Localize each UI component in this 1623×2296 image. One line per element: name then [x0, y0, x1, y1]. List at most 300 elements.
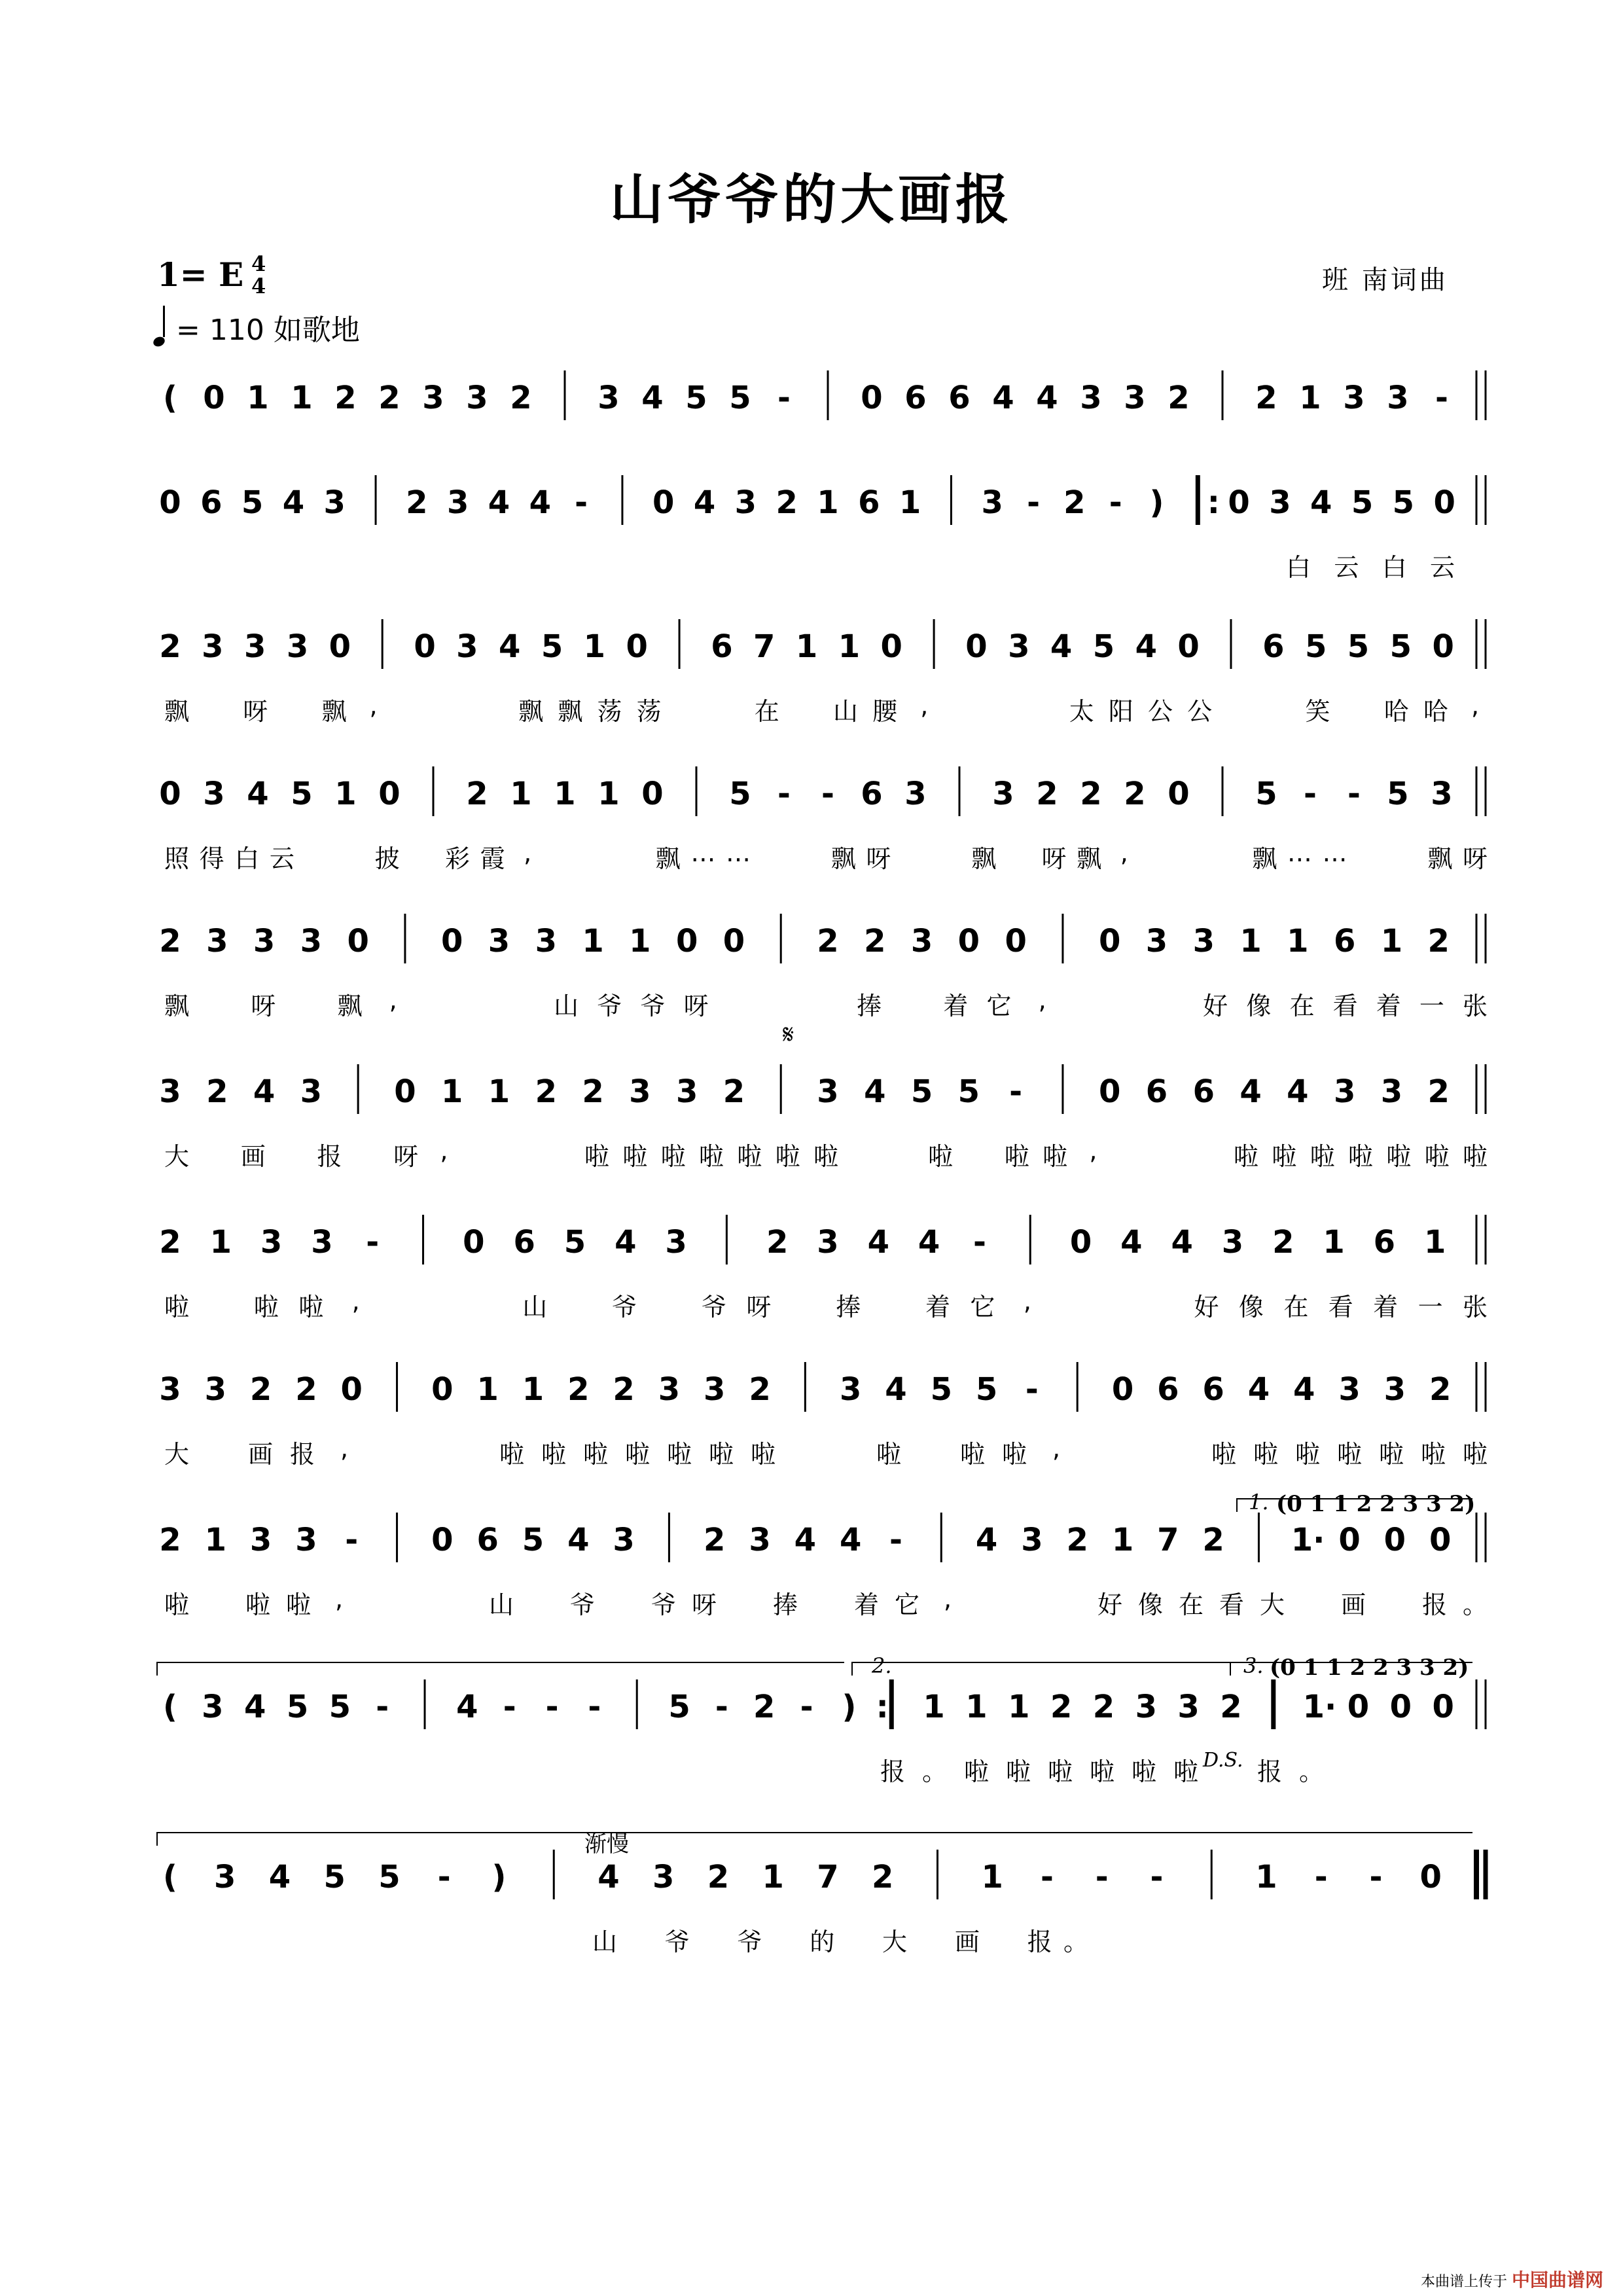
- note: 1: [583, 628, 606, 665]
- note: 3: [1387, 380, 1409, 416]
- lyric-char: 呀: [691, 1590, 717, 1619]
- lyric-char: 啦: [1131, 1757, 1156, 1786]
- note: 1: [762, 1859, 784, 1895]
- note: 4: [864, 1073, 886, 1110]
- note: 0: [1429, 1522, 1452, 1558]
- note: 1: [488, 1073, 510, 1110]
- note: 3: [613, 1522, 635, 1558]
- lyric-char: 啦: [499, 1440, 524, 1469]
- note: 4: [615, 1224, 637, 1261]
- note: 5: [1092, 628, 1115, 665]
- note: -: [1435, 380, 1448, 416]
- note: 0: [1432, 628, 1454, 665]
- lyric-char: ,: [351, 1287, 360, 1316]
- lyric-char: …: [1287, 838, 1312, 867]
- lyric-char: 捧: [772, 1590, 798, 1619]
- lyric-char: 捧: [857, 992, 882, 1020]
- lyric-char: 哈: [1423, 697, 1448, 726]
- note: 3: [243, 628, 266, 665]
- note: -: [821, 776, 834, 812]
- note: 5: [668, 1689, 690, 1725]
- note: 0: [626, 628, 648, 665]
- lyric-char: 它: [970, 1293, 995, 1321]
- note: 0: [1389, 1689, 1412, 1725]
- note: -: [503, 1689, 516, 1725]
- note: 3: [1135, 1689, 1157, 1725]
- note: -: [345, 1522, 359, 1558]
- lyric-char: 啦: [698, 1142, 724, 1171]
- lyric-char: 飘: [971, 844, 997, 873]
- row-lyrics: [0, 1136, 1623, 1175]
- lyric-char: 在: [1283, 1293, 1309, 1321]
- note: 5: [1347, 628, 1370, 665]
- note: 0: [159, 484, 181, 521]
- row-notes: [0, 1224, 1623, 1270]
- key-signature: 1= E: [157, 255, 244, 294]
- note: 3: [981, 484, 1003, 521]
- lyric-char: 像: [1238, 1293, 1264, 1321]
- note: 0: [394, 1073, 416, 1110]
- note: 3: [260, 1224, 283, 1261]
- lyric-char: 阳: [1108, 697, 1133, 726]
- note: 3: [1124, 380, 1146, 416]
- note: 3: [535, 923, 557, 960]
- note: 3: [300, 1073, 323, 1110]
- note: 0: [675, 923, 698, 960]
- lyric-char: 公: [1148, 697, 1173, 726]
- lyric-char: 好: [1097, 1590, 1122, 1619]
- note: 2: [1202, 1522, 1224, 1558]
- note: 3: [456, 628, 478, 665]
- note: 5: [1255, 776, 1277, 812]
- note: -: [588, 1689, 601, 1725]
- lyric-char: ,: [440, 1136, 448, 1165]
- note: 5: [910, 1073, 933, 1110]
- lyric-char: 飘: [1252, 844, 1277, 873]
- note: -: [1314, 1859, 1328, 1895]
- note: 4: [1287, 1073, 1309, 1110]
- note: 6: [1202, 1371, 1224, 1408]
- row-notes: [0, 380, 1623, 425]
- lyric-char: 啦: [1233, 1142, 1258, 1171]
- note: 4: [1240, 1073, 1262, 1110]
- note: 1: [795, 628, 818, 665]
- note: -: [1009, 1073, 1023, 1110]
- lyric-char: 爷: [737, 1928, 762, 1956]
- note: 6: [1145, 1073, 1168, 1110]
- lyric-char: 大: [882, 1928, 908, 1956]
- note: 2: [206, 1073, 228, 1110]
- note: 1: [1287, 923, 1309, 960]
- note: 1: [1323, 1224, 1345, 1261]
- note: 0: [1433, 484, 1455, 521]
- note: 1: [1380, 923, 1403, 960]
- note: -: [972, 1224, 986, 1261]
- note: -: [575, 484, 588, 521]
- segno-icon: 𝄋: [783, 1020, 794, 1050]
- lyric-char: ,: [334, 1585, 344, 1613]
- lyric-char: ,: [369, 691, 378, 720]
- row-notes: [0, 1522, 1623, 1568]
- note: 3: [311, 1224, 333, 1261]
- lyric-char: 啦: [775, 1142, 800, 1171]
- note: 1: [965, 1689, 988, 1725]
- lyric-char: 报: [289, 1440, 315, 1469]
- lyric-char: 云: [1429, 553, 1455, 582]
- lyric-char: 啦: [624, 1440, 650, 1469]
- volta-2-label: 2.: [872, 1653, 892, 1678]
- lyric-char: 啦: [1253, 1440, 1278, 1469]
- lyric-char: 荡: [597, 697, 622, 726]
- note: 0: [1347, 1689, 1370, 1725]
- lyric-char: 着: [943, 992, 969, 1020]
- note: 3: [488, 923, 510, 960]
- row-lyrics: [0, 547, 1623, 586]
- note: 2: [722, 1073, 745, 1110]
- lyric-char: 呀: [1462, 844, 1488, 873]
- lyric-char: 画: [1340, 1590, 1366, 1619]
- note: 0: [1228, 484, 1250, 521]
- row-lyrics: [0, 1287, 1623, 1326]
- note: 4: [253, 1073, 276, 1110]
- quarter-note-stem: [163, 306, 165, 337]
- note: 5: [1389, 628, 1412, 665]
- lyric-char: 啦: [164, 1590, 189, 1619]
- note: 4: [1135, 628, 1157, 665]
- note: 4: [268, 1859, 291, 1895]
- note: 3: [1008, 628, 1030, 665]
- note: -: [1041, 1859, 1054, 1895]
- note: -: [1347, 776, 1361, 812]
- note: 0: [1111, 1371, 1134, 1408]
- lyric-char: 啦: [1462, 1142, 1488, 1171]
- note: 1: [1255, 1859, 1277, 1895]
- note: 3: [249, 1522, 272, 1558]
- note: 3: [422, 380, 444, 416]
- note: 1: [441, 1073, 463, 1110]
- lyric-char: 着: [853, 1590, 879, 1619]
- lyric-char: 啦: [737, 1142, 762, 1171]
- note: 0: [1383, 1522, 1406, 1558]
- note: 5: [378, 1859, 401, 1895]
- lyric-char: ,: [1023, 1287, 1031, 1316]
- lyric-char: 看: [1332, 992, 1358, 1020]
- row-lyrics: [0, 1434, 1623, 1473]
- note: 0: [957, 923, 980, 960]
- note: 1: [247, 380, 269, 416]
- footer: [1421, 2266, 1603, 2292]
- note: 3: [749, 1522, 771, 1558]
- lyric-char: 啦: [1211, 1440, 1236, 1469]
- note: 4: [1171, 1224, 1193, 1261]
- note: 6: [858, 484, 880, 521]
- lyric-char: 。: [1298, 1757, 1324, 1786]
- note: 2: [1092, 1689, 1115, 1725]
- note: 3: [1021, 1522, 1043, 1558]
- note: 2: [378, 380, 401, 416]
- lyric-char: 像: [1137, 1590, 1163, 1619]
- note: 0: [1432, 1689, 1454, 1725]
- note: 0: [329, 628, 351, 665]
- note: 6: [1373, 1224, 1396, 1261]
- lyric-char: 啦: [1005, 1757, 1031, 1786]
- note: 6: [476, 1522, 499, 1558]
- lyric-char: 爷: [640, 992, 666, 1020]
- row-lyrics: [0, 838, 1623, 878]
- note: 4: [488, 484, 510, 521]
- lyric-char: 白: [234, 844, 260, 873]
- lyric-char: 呀: [746, 1293, 772, 1321]
- row-lyrics: [0, 1922, 1623, 1961]
- note: 4: [918, 1224, 940, 1261]
- note: 2: [1080, 776, 1102, 812]
- note: -: [1025, 1371, 1039, 1408]
- note: 0: [965, 628, 988, 665]
- lyric-char: 爷: [651, 1590, 676, 1619]
- lyric-char: 飘: [164, 697, 189, 726]
- lyric-char: 哈: [1383, 697, 1409, 726]
- note: 0: [463, 1224, 485, 1261]
- note: 6: [200, 484, 223, 521]
- note: 1: [817, 484, 839, 521]
- note: 2: [707, 1859, 730, 1895]
- note: 2: [753, 1689, 776, 1725]
- note: 3: [202, 1689, 224, 1725]
- note: 4: [1050, 628, 1073, 665]
- lyric-char: ,: [1471, 691, 1480, 720]
- tempo-marking: [153, 306, 360, 348]
- note: 3: [817, 1224, 839, 1261]
- note: 1: [899, 484, 921, 521]
- note: 0: [159, 776, 181, 812]
- note: 6: [861, 776, 883, 812]
- row-lyrics: [0, 1585, 1623, 1624]
- note: 6: [1262, 628, 1285, 665]
- lyric-char: 白: [1382, 553, 1407, 582]
- note: 2: [466, 776, 488, 812]
- lyric-char: 啦: [1272, 1142, 1297, 1171]
- note: 0: [378, 776, 401, 812]
- time-signature-top: 4: [251, 251, 266, 276]
- volta-1-label: 1.: [1249, 1490, 1269, 1515]
- row-lyrics: [0, 1751, 1623, 1791]
- row-notes: [0, 1859, 1623, 1905]
- lyric-char: 啦: [963, 1757, 989, 1786]
- note: 5: [522, 1522, 544, 1558]
- lyric-char: 彩: [444, 844, 470, 873]
- lyric-char: 霞: [480, 844, 505, 873]
- note: 2: [510, 380, 532, 416]
- lyric-char: 大: [1259, 1590, 1285, 1619]
- note: 4: [1036, 380, 1058, 416]
- lyric-char: 呀: [243, 697, 268, 726]
- note: (: [163, 380, 177, 416]
- note: 3: [295, 1522, 317, 1558]
- note: 6: [513, 1224, 535, 1261]
- note: 0: [1338, 1522, 1361, 1558]
- lyric-char: 山: [522, 1293, 548, 1321]
- lyric-char: 啦: [1310, 1142, 1335, 1171]
- lyric-char: 啦: [708, 1440, 734, 1469]
- note: 4: [597, 1859, 620, 1895]
- lyric-char: 啦: [1336, 1440, 1362, 1469]
- note: 4: [839, 1522, 862, 1558]
- note: 2: [1124, 776, 1146, 812]
- lyric-char: 太: [1069, 697, 1094, 726]
- lyric-char: 呀: [251, 992, 276, 1020]
- lyric-char: 飘: [1077, 844, 1102, 873]
- note: 3: [159, 1371, 181, 1408]
- lyric-char: 啦: [1462, 1440, 1488, 1469]
- lyric-char: 啦: [541, 1440, 566, 1469]
- lyric-char: 爷: [597, 992, 622, 1020]
- lyric-char: 画: [954, 1928, 980, 1956]
- note: 5: [1387, 776, 1409, 812]
- note: 2: [334, 380, 357, 416]
- lyric-char: 大: [164, 1440, 189, 1469]
- lyric-char: 报: [317, 1142, 342, 1171]
- note: 4: [693, 484, 716, 521]
- lyric-char: 在: [754, 697, 779, 726]
- lyric-char: 啦: [298, 1293, 324, 1321]
- lyric-char: ,: [943, 1585, 952, 1613]
- note: 4: [456, 1689, 478, 1725]
- lyric-char: 云: [1334, 553, 1359, 582]
- note: 2: [1427, 923, 1450, 960]
- note: 5: [930, 1371, 952, 1408]
- note: 3: [1431, 776, 1453, 812]
- lyric-char: 看: [1219, 1590, 1244, 1619]
- note: 6: [1192, 1073, 1215, 1110]
- note: 4: [1247, 1371, 1270, 1408]
- note: 6: [1157, 1371, 1179, 1408]
- note: -: [545, 1689, 559, 1725]
- note: 4: [282, 484, 305, 521]
- lyric-char: 它: [894, 1590, 919, 1619]
- time-signature-bottom: 4: [251, 274, 266, 298]
- note: 4: [794, 1522, 817, 1558]
- note: -: [1109, 484, 1122, 521]
- note: -: [1027, 484, 1041, 521]
- note: 2: [1429, 1371, 1452, 1408]
- note: 6: [1333, 923, 1356, 960]
- tempo-text: = 110 如歌地: [176, 314, 360, 347]
- lyric-char: 画: [240, 1142, 266, 1171]
- note: 3: [817, 1073, 839, 1110]
- lyric-char: 山: [488, 1590, 514, 1619]
- note: 2: [872, 1859, 894, 1895]
- note: 1: [204, 1522, 226, 1558]
- lyric-char: 荡: [636, 697, 662, 726]
- note: 0: [1099, 923, 1121, 960]
- row-notes: [0, 628, 1623, 674]
- lyric-char: 报: [1257, 1757, 1282, 1786]
- note: 5: [286, 1689, 309, 1725]
- lyric-char: 飘: [1427, 844, 1453, 873]
- note: 5: [957, 1073, 980, 1110]
- lyric-char: 啦: [1004, 1142, 1029, 1171]
- lyric-char: 报: [1421, 1590, 1447, 1619]
- note: 7: [753, 628, 776, 665]
- note: 3: [904, 776, 927, 812]
- note: 3: [1145, 923, 1168, 960]
- note: 4: [885, 1371, 907, 1408]
- lyric-char: 啦: [1378, 1440, 1404, 1469]
- volta-1-pickup: (0 1 1 2 2 3 3 2): [1276, 1491, 1476, 1517]
- lyric-char: …: [1322, 838, 1347, 867]
- note: 5: [685, 380, 707, 416]
- row-lyrics: [0, 691, 1623, 730]
- note: 0: [1069, 1224, 1092, 1261]
- note: 2: [567, 1371, 590, 1408]
- lyric-char: 飘: [321, 697, 347, 726]
- lyric-char: 啦: [1294, 1440, 1320, 1469]
- note: 2: [1255, 380, 1277, 416]
- note: 3: [1338, 1371, 1361, 1408]
- note: ): [1149, 484, 1164, 521]
- note: 0: [347, 923, 369, 960]
- note: 1: [1008, 1689, 1030, 1725]
- lyric-char: 啦: [928, 1142, 954, 1171]
- song-title: 山爷爷的大画报: [609, 169, 1013, 231]
- lyric-char: 啦: [1043, 1142, 1068, 1171]
- note: 3: [910, 923, 933, 960]
- note: 0: [1168, 776, 1190, 812]
- note: 4: [247, 776, 269, 812]
- lyric-char: 啦: [876, 1440, 901, 1469]
- lyric-char: 呀: [1041, 844, 1067, 873]
- note: 2: [776, 484, 798, 521]
- lyric-char: 它: [986, 992, 1012, 1020]
- note: 1: [1240, 923, 1262, 960]
- note: 3: [286, 628, 309, 665]
- lyric-char: 照: [164, 844, 189, 873]
- note: -: [1095, 1859, 1109, 1895]
- lyric-char: 白: [1285, 553, 1311, 582]
- note: 4: [529, 484, 552, 521]
- note: 3: [1383, 1371, 1406, 1408]
- lyric-char: 公: [1187, 697, 1213, 726]
- lyric-char: 飘: [518, 697, 544, 726]
- note: 2: [1063, 484, 1086, 521]
- note: 3: [652, 1859, 675, 1895]
- lyric-char: 啦: [1424, 1142, 1450, 1171]
- note: 0: [1419, 1859, 1442, 1895]
- note: -: [366, 1224, 380, 1261]
- note: 4: [1310, 484, 1332, 521]
- lyric-char: 呀: [393, 1142, 419, 1171]
- lyric-char: 啦: [750, 1440, 776, 1469]
- note: 4: [499, 628, 521, 665]
- lyric-char: 啦: [1173, 1757, 1198, 1786]
- note: 2: [159, 1224, 181, 1261]
- lyric-char: ,: [524, 838, 532, 867]
- lyric-char: 在: [1178, 1590, 1204, 1619]
- lyric-char: 张: [1462, 1293, 1488, 1321]
- note: 5: [563, 1224, 586, 1261]
- note: 1: [291, 380, 313, 416]
- note: -: [1304, 776, 1317, 812]
- note: -: [1369, 1859, 1383, 1895]
- note: -: [1150, 1859, 1164, 1895]
- note: (: [163, 1859, 177, 1895]
- lyric-char: 爷: [701, 1293, 726, 1321]
- lyric-char: 张: [1462, 992, 1488, 1020]
- note: 4: [992, 380, 1014, 416]
- lyric-char: 山: [833, 697, 859, 726]
- note: 0: [1099, 1073, 1121, 1110]
- note: 0: [340, 1371, 363, 1408]
